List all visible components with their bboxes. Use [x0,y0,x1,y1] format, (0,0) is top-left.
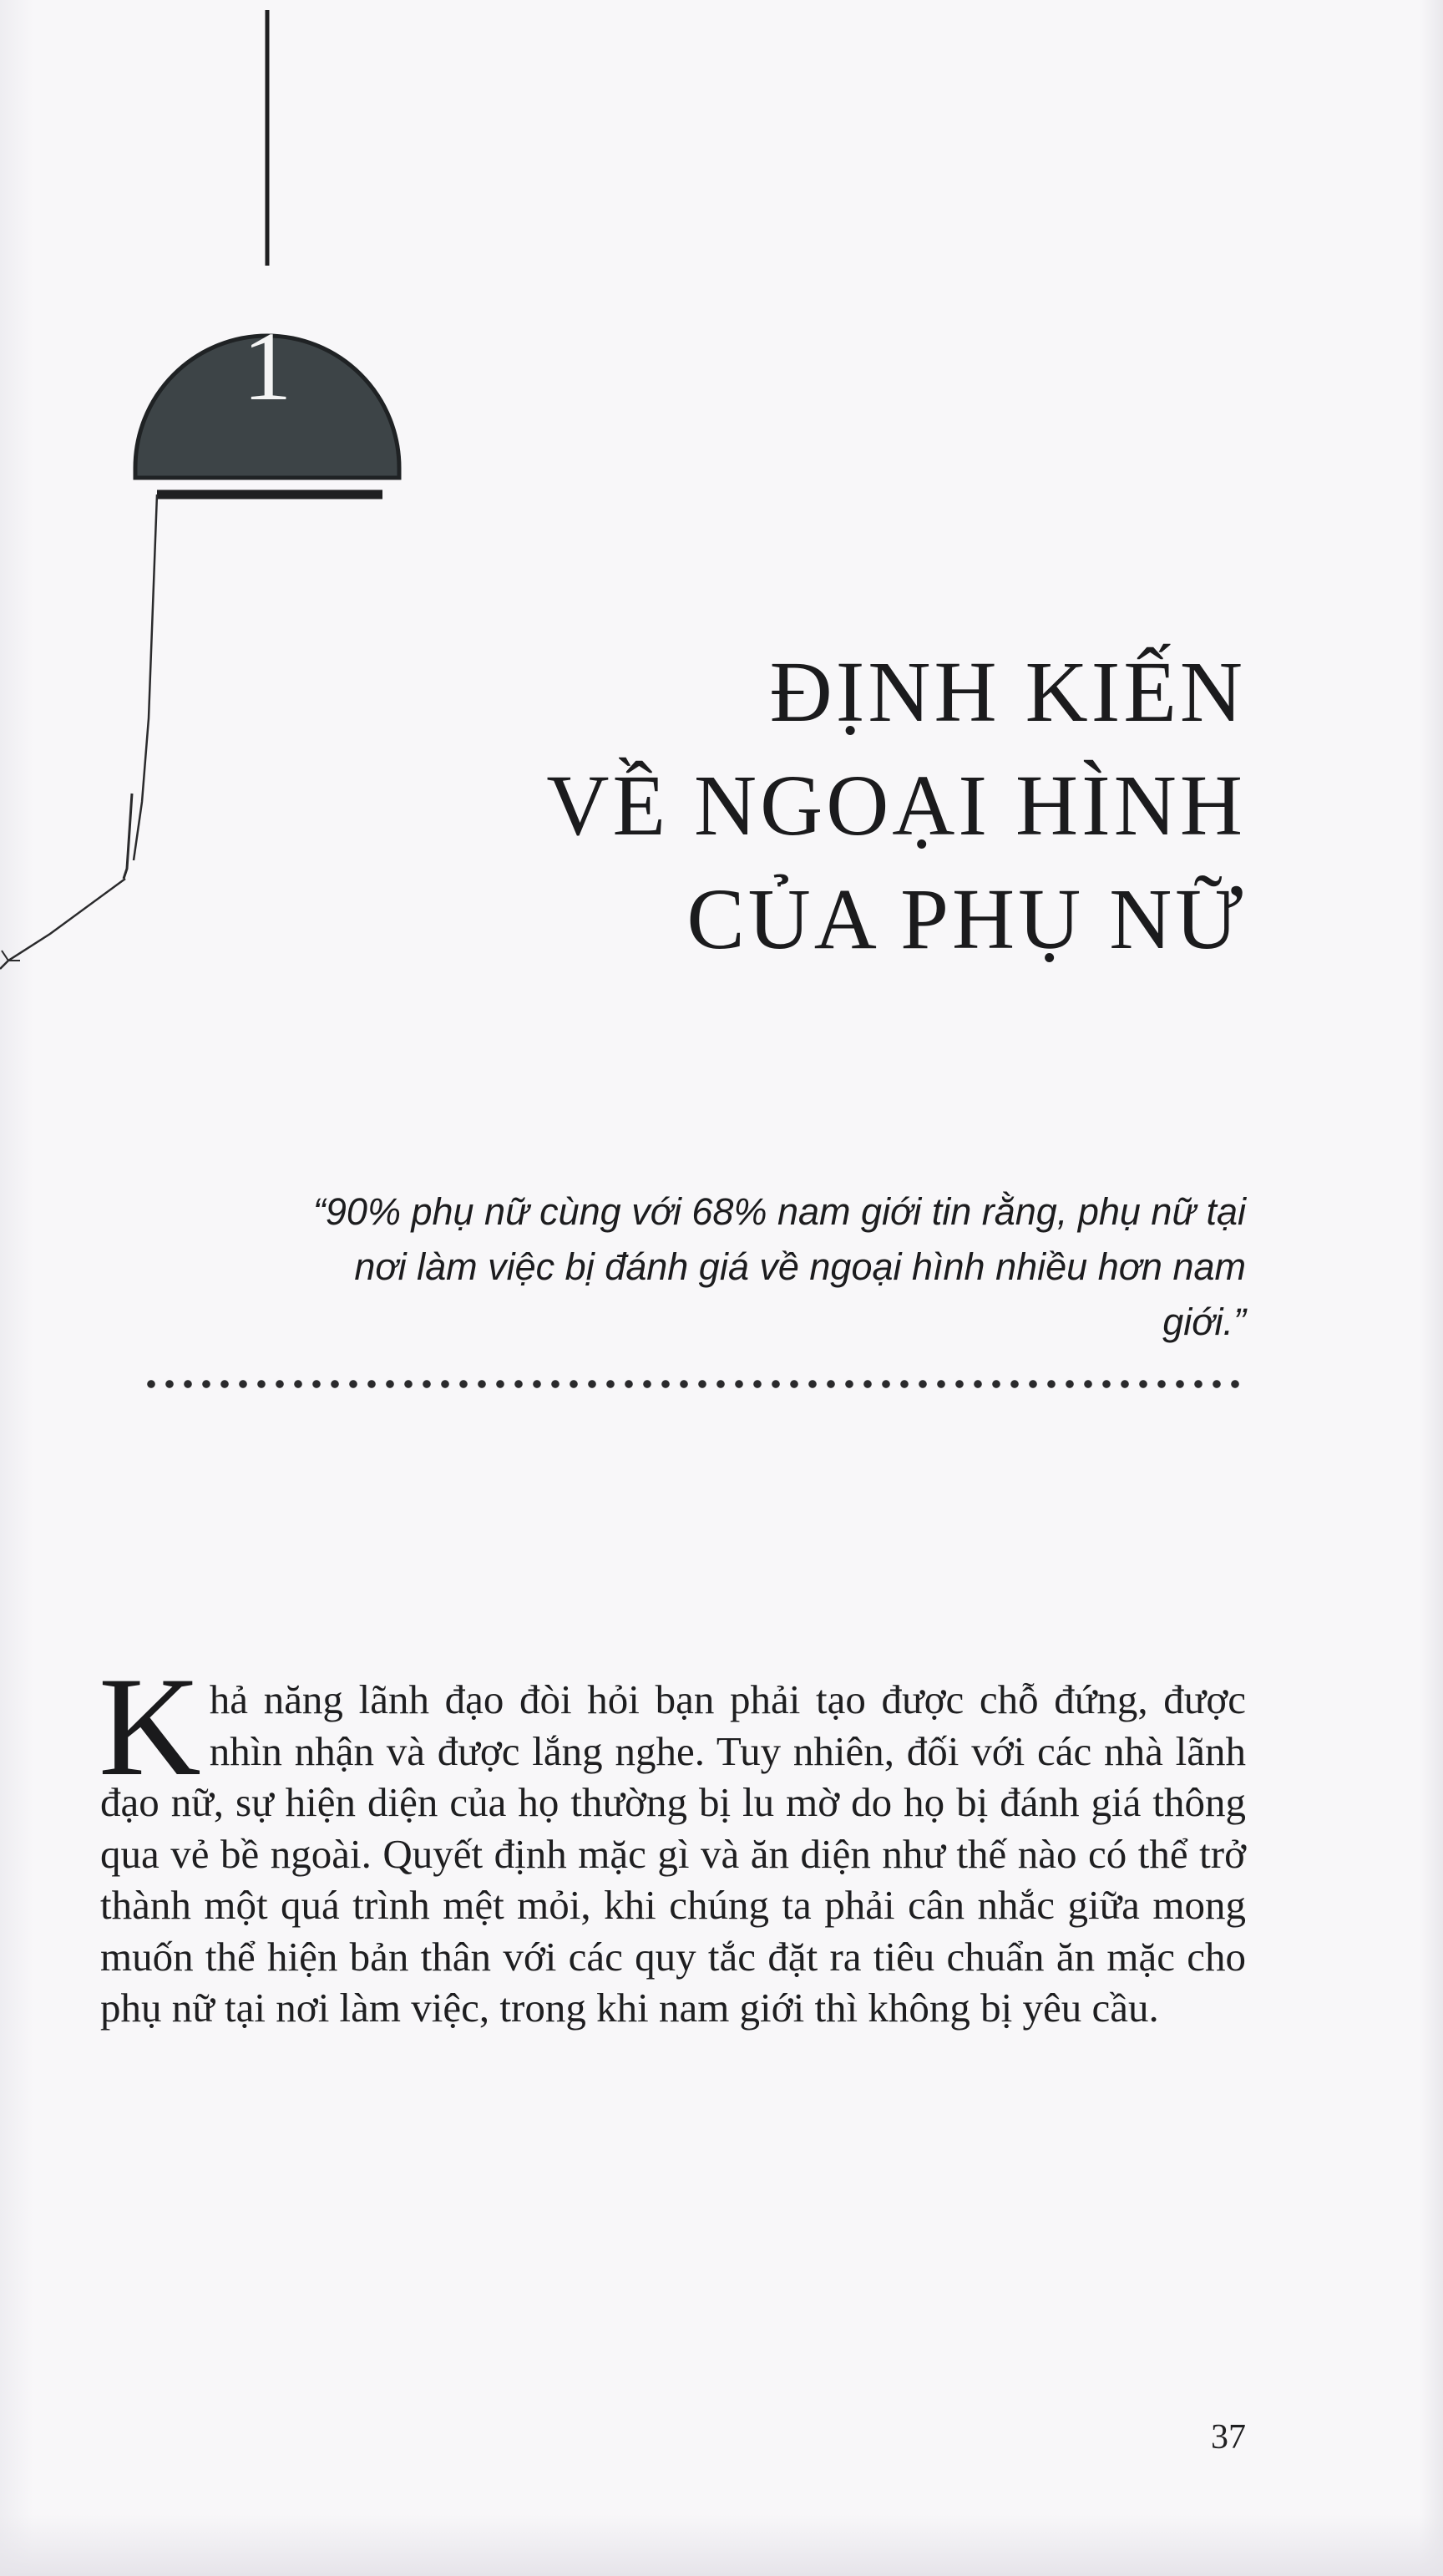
page-bottom-shadow [0,2514,1443,2576]
chapter-number: 1 [242,312,292,421]
rope-swing [0,879,125,969]
drop-cap: K [99,1648,201,1805]
title-line-3: CỦA PHỤ NỮ [686,871,1246,968]
title-line-1: ĐỊNH KIẾN [769,644,1246,741]
title-line-2: VỀ NGOẠI HÌNH [546,758,1246,854]
body-paragraph [99,1648,1246,2034]
body-text: hả năng lãnh đạo đòi hỏi bạn phải tạo được chỗ đứng, được nhìn nhận và được lắng nghe. Tuy nhiên, đối với các nhà lãnh đạo nữ, sự hiện diện của họ thường bị lu mờ do họ bị đánh giá thông qua vẻ bề ngoài. Quyết định mặc gì và ăn diện như thế nào có thể trở thành một quá trình mệt mỏi, khi chúng ta phải cân nhắc giữa mong muốn thể hiện bản thân với các quy tắc đặt ra tiêu chuẩn ăn mặc cho phụ nữ tại nơi làm việc, trong khi nam giới thì không bị yêu cầu. [100,1676,1246,2031]
rope-knot [124,794,132,879]
pull-quote: “90% phụ nữ cùng với 68% nam giới tin rằng, phụ nữ tại nơi làm việc bị đánh giá về ngoại hình nhiều hơn nam giới.” [312,1190,1246,1343]
page-number: 37 [1211,2418,1246,2457]
chapter-title [411,636,1246,976]
rope [134,494,157,860]
dotted-divider [142,1378,1246,1390]
chapter-ornament [0,0,434,1002]
